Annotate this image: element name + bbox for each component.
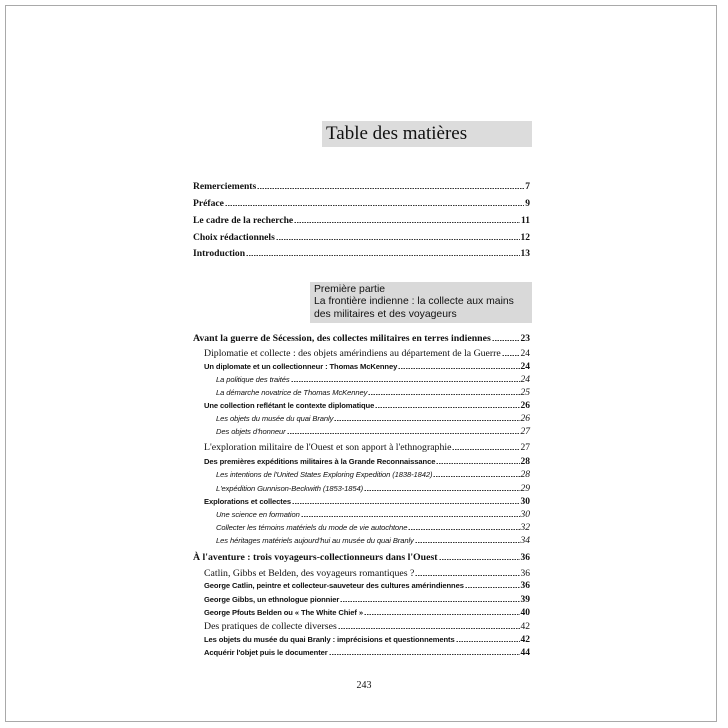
dot-leader <box>415 575 519 576</box>
dot-leader <box>291 381 520 382</box>
toc-entry-label: L'exploration militaire de l'Ouest et son apport à l'ethnographie <box>204 442 452 453</box>
toc-entry <box>193 333 530 344</box>
toc-entry-page: 24 <box>520 349 530 359</box>
dot-leader <box>408 529 519 530</box>
toc-entry-page: 34 <box>520 536 530 546</box>
dot-leader <box>433 476 519 477</box>
toc-entry-page: 26 <box>520 401 530 411</box>
toc-entry <box>216 484 530 494</box>
part-title-line-1: La frontière indienne : la collecte aux mains <box>314 296 514 308</box>
toc-entry-label: Collecter les témoins matériels du mode de vie autochtone <box>216 523 408 532</box>
toc-entry <box>216 427 530 437</box>
toc-entry-label: Des objets d'honneur <box>216 427 286 436</box>
dot-leader <box>436 463 519 464</box>
dot-leader <box>329 654 520 655</box>
dot-leader <box>334 420 519 421</box>
toc-entry <box>204 621 530 632</box>
dot-leader <box>502 355 520 356</box>
toc-entry <box>216 375 530 385</box>
toc-entry <box>204 581 530 591</box>
part-number: Première partie <box>314 284 386 295</box>
toc-entry-page: 30 <box>520 510 530 520</box>
toc-entry-page: 28 <box>520 457 530 467</box>
toc-entry-label: Avant la guerre de Sécession, des collectes militaires en terres indiennes <box>193 333 491 344</box>
toc-entry-label: Acquérir l'objet puis le documenter <box>204 648 328 657</box>
toc-entry-label: Une collection reflétant le contexte diplomatique <box>204 401 375 410</box>
toc-entry <box>204 568 530 579</box>
toc-entry-page: 32 <box>520 523 530 533</box>
front-matter-entry <box>193 248 530 259</box>
toc-entry-page: 40 <box>520 608 530 618</box>
dot-leader <box>287 433 520 434</box>
toc-title: Table des matières <box>326 123 468 144</box>
toc-entry <box>204 608 530 618</box>
toc-entry-label: Le cadre de la recherche <box>193 215 294 226</box>
dot-leader <box>364 614 520 615</box>
toc-entry-page: 44 <box>520 648 530 658</box>
toc-entry-page: 11 <box>521 216 530 226</box>
toc-entry-page: 23 <box>520 334 530 344</box>
toc-entry-page: 12 <box>520 233 530 243</box>
dot-leader <box>452 449 519 450</box>
dot-leader <box>492 340 520 341</box>
toc-entry-page: 7 <box>525 182 530 192</box>
dot-leader <box>340 601 519 602</box>
toc-entry <box>216 470 530 480</box>
front-matter-entry <box>193 198 530 209</box>
toc-entry-page: 29 <box>520 484 530 494</box>
toc-entry-label: George Gibbs, un ethnologue pionnier <box>204 595 340 604</box>
toc-entry-label: L'expédition Gunnison-Beckwith (1853-1854) <box>216 484 364 493</box>
toc-entry-page: 36 <box>520 569 530 579</box>
toc-entry-page: 27 <box>520 427 530 437</box>
toc-entry <box>216 510 530 520</box>
part-heading-box <box>310 282 532 323</box>
front-matter-entry <box>193 232 530 243</box>
toc-entry <box>204 457 530 467</box>
toc-entry-page: 42 <box>520 635 530 645</box>
toc-entry-page: 39 <box>520 595 530 605</box>
dot-leader <box>257 188 524 189</box>
toc-entry <box>216 388 530 398</box>
toc-entry-label: Choix rédactionnels <box>193 232 275 243</box>
toc-entry-label: Catlin, Gibbs et Belden, des voyageurs romantiques ? <box>204 568 415 579</box>
dot-leader <box>246 255 519 256</box>
toc-entry <box>204 348 530 359</box>
dot-leader <box>415 542 520 543</box>
toc-entry-label: George Catlin, peintre et collecteur-sauveteur des cultures amérindiennes <box>204 581 464 590</box>
dot-leader <box>225 205 524 206</box>
toc-entry-label: Des pratiques de collecte diverses <box>204 621 337 632</box>
toc-entry <box>204 442 530 453</box>
toc-entry-label: Préface <box>193 198 224 209</box>
dot-leader <box>364 490 519 491</box>
toc-entry-page: 36 <box>520 581 530 591</box>
dot-leader <box>276 239 520 240</box>
dot-leader <box>294 222 520 223</box>
toc-entry-label: Introduction <box>193 248 246 259</box>
dot-leader <box>368 394 519 395</box>
page-number: 243 <box>356 680 372 691</box>
toc-entry <box>204 648 530 658</box>
toc-entry-page: 28 <box>520 470 530 480</box>
toc-entry-page: 36 <box>520 553 530 563</box>
dot-leader <box>439 559 520 560</box>
toc-entry-page: 42 <box>520 622 530 632</box>
toc-entry-label: Un diplomate et un collectionneur : Thomas McKenney <box>204 362 398 371</box>
toc-entry-label: Une science en formation <box>216 510 300 519</box>
toc-entry <box>204 635 530 645</box>
toc-entry-label: La politique des traités <box>216 375 290 384</box>
toc-entry-page: 25 <box>520 388 530 398</box>
toc-entry <box>204 497 530 507</box>
toc-entry <box>216 414 530 424</box>
toc-entry-label: Diplomatie et collecte : des objets amérindiens au département de la Guerre <box>204 348 501 359</box>
toc-entry-page: 24 <box>520 375 530 385</box>
front-matter-entry <box>193 181 530 192</box>
toc-entry <box>216 523 530 533</box>
dot-leader <box>301 516 520 517</box>
toc-entry <box>193 552 530 563</box>
toc-entry-label: Explorations et collectes <box>204 497 291 506</box>
toc-entry-label: Remerciements <box>193 181 257 192</box>
toc-entry-label: George Pfouts Belden ou « The White Chief » <box>204 608 363 617</box>
toc-entry <box>204 595 530 605</box>
front-matter-entry <box>193 215 530 226</box>
toc-entry-page: 13 <box>520 249 530 259</box>
toc-entry-page: 24 <box>520 362 530 372</box>
toc-entry-label: La démarche novatrice de Thomas McKenney <box>216 388 368 397</box>
toc-entry-label: À l'aventure : trois voyageurs-collectionneurs dans l'Ouest <box>193 552 438 563</box>
toc-entry-page: 27 <box>520 443 530 453</box>
toc-entry-label: Les héritages matériels aujourd'hui au musée du quai Branly <box>216 536 414 545</box>
toc-entry-label: Les objets du musée du quai Branly <box>216 414 334 423</box>
dot-leader <box>292 503 520 504</box>
toc-entry-label: Les objets du musée du quai Branly : imprécisions et questionnements <box>204 635 455 644</box>
toc-entry <box>216 536 530 546</box>
dot-leader <box>375 407 519 408</box>
toc-entry-label: Les intentions de l'United States Exploring Expedition (1838-1842) <box>216 470 433 479</box>
toc-entry <box>204 362 530 372</box>
toc-entry-page: 26 <box>520 414 530 424</box>
dot-leader <box>465 587 520 588</box>
toc-entry-page: 30 <box>520 497 530 507</box>
toc-entry-label: Des premières expéditions militaires à la Grande Reconnaissance <box>204 457 436 466</box>
part-title-line-2: des militaires et des voyageurs <box>314 308 457 320</box>
dot-leader <box>456 641 520 642</box>
dot-leader <box>398 368 519 369</box>
toc-entry-page: 9 <box>525 199 530 209</box>
dot-leader <box>338 628 520 629</box>
toc-entry <box>204 401 530 411</box>
